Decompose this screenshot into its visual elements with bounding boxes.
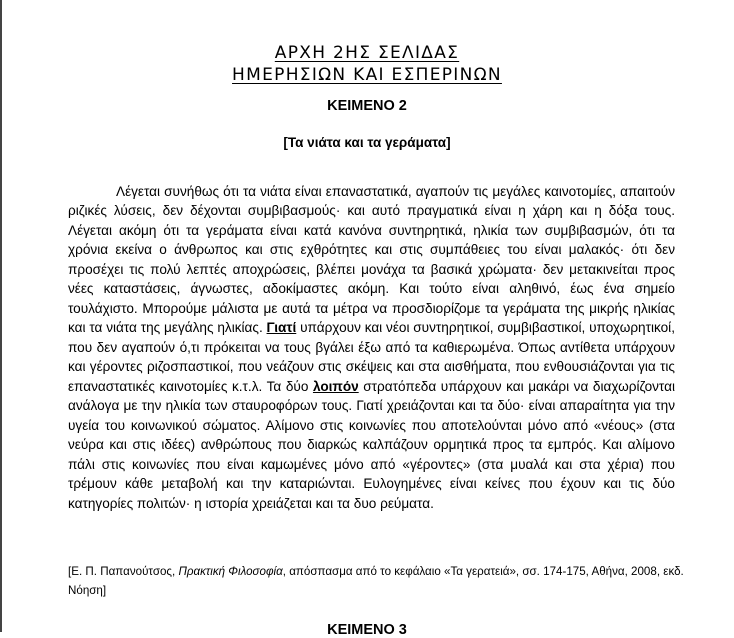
citation-suffix: , απόσπασμα από το κεφάλαιο «Τα γερατειά», σσ. 174-175, Αθήνα, 2008, εκδ. Νόηση] <box>68 565 684 597</box>
citation-work: Πρακτική Φιλοσοφία <box>178 565 283 578</box>
body-part-1: Λέγεται συνήθως ότι τα νιάτα είναι επαναστατικά, αγαπούν τις μεγάλες καινοτομίες, απαιτούν ριζικές λύσεις, δεν δέχονται συμβιβασμούς· και αυτό πραγματικά είναι η χάρη και η δόξα τους. Λέγεται ακόμη ότι τα γεράματα είναι κατά κανόνα συντηρητικά, ηλικία των συμβιβασμών, ότι τα χρόνια εκείνα ο άνθρωπος και στις εχθρότητες και στις συμπάθειες του είναι μαλακός· ότι δεν προσέχει τις πολύ λεπτές αποχρώσεις, βλέπει μονάχα τα βασικά χρώματα· δεν μετακινείται προς νέες καταστάσεις, άγνωστες, αδοκίμαστες ακόμη. Και τούτο είναι αληθινό, έως ένα σημείο τουλάχιστο. Μπορούμε μάλιστα με αυτά τα μέτρα να προσδιορίζομε τα γεράματα της μικρής ηλικίας και τα νιάτα της μεγάλης ηλικίας. <box>68 183 675 336</box>
source-citation <box>68 562 688 600</box>
header-line-1: ΑΡΧΗ 2ΗΣ ΣΕΛΙΔΑΣ <box>274 43 460 63</box>
next-text-label: ΚΕΙΜΕΝΟ 3 <box>327 622 407 638</box>
text-label: ΚΕΙΜΕΝΟ 2 <box>327 98 407 114</box>
body-part-2: υπάρχουν και νέοι συντηρητικοί, συμβιβαστικοί, υποχωρητικοί, που δεν αγαπούν ό,τι πρόκειται να τους βγάλει έξω από τα καθιερωμένα. Όπως αντίθετα υπάρχουν και γέροντες ριζοσπαστικοί, που νεάζουν στις σκέψεις και στα αισθήματα, που ενθουσιάζονται για τις επαναστατικές καινοτομίες κ.τ.λ. Τα δύο <box>68 320 675 394</box>
header-line-2: ΗΜΕΡΗΣΙΩΝ ΚΑΙ ΕΣΠΕΡΙΝΩΝ <box>232 65 502 85</box>
emphasis-giati: Γιατί <box>266 320 297 336</box>
emphasis-loipon: λοιπόν <box>312 378 359 394</box>
body-paragraph <box>68 182 675 514</box>
exam-header <box>0 42 734 86</box>
text-title: [Τα νιάτα και τα γεράματα] <box>283 135 451 150</box>
body-part-3: στρατόπεδα υπάρχουν και μακάρι να διαχωρίζονται ανάλογα με την ηλικία των σταυροφόρων τους. Γιατί χρειάζονται και τα δύο· είναι απαραίτητα για την υγεία του κοινωνικού σώματος. Αλίμονο στις κοινωνίες που αποτελούνται μόνο από «νέους» (στα νεύρα και στις ιδέες) ανθρώπους που διαρκώς καλπάζουν ορμητικά προς τα εμπρός. Και αλίμονο πάλι στις κοινωνίες που είναι καμωμένες μόνο από «γέροντες» (στα μυαλά και στα χέρια) που τρέμουν κάθε μεταβολή και την καταριώνται. Ευλογημένες είναι κείνες που έχουν και τις δύο κατηγορίες πολιτών· η ιστορία χρειάζεται και τα δυο ρεύματα. <box>68 378 675 511</box>
citation-prefix: [Ε. Π. Παπανούτσος, <box>68 565 179 578</box>
